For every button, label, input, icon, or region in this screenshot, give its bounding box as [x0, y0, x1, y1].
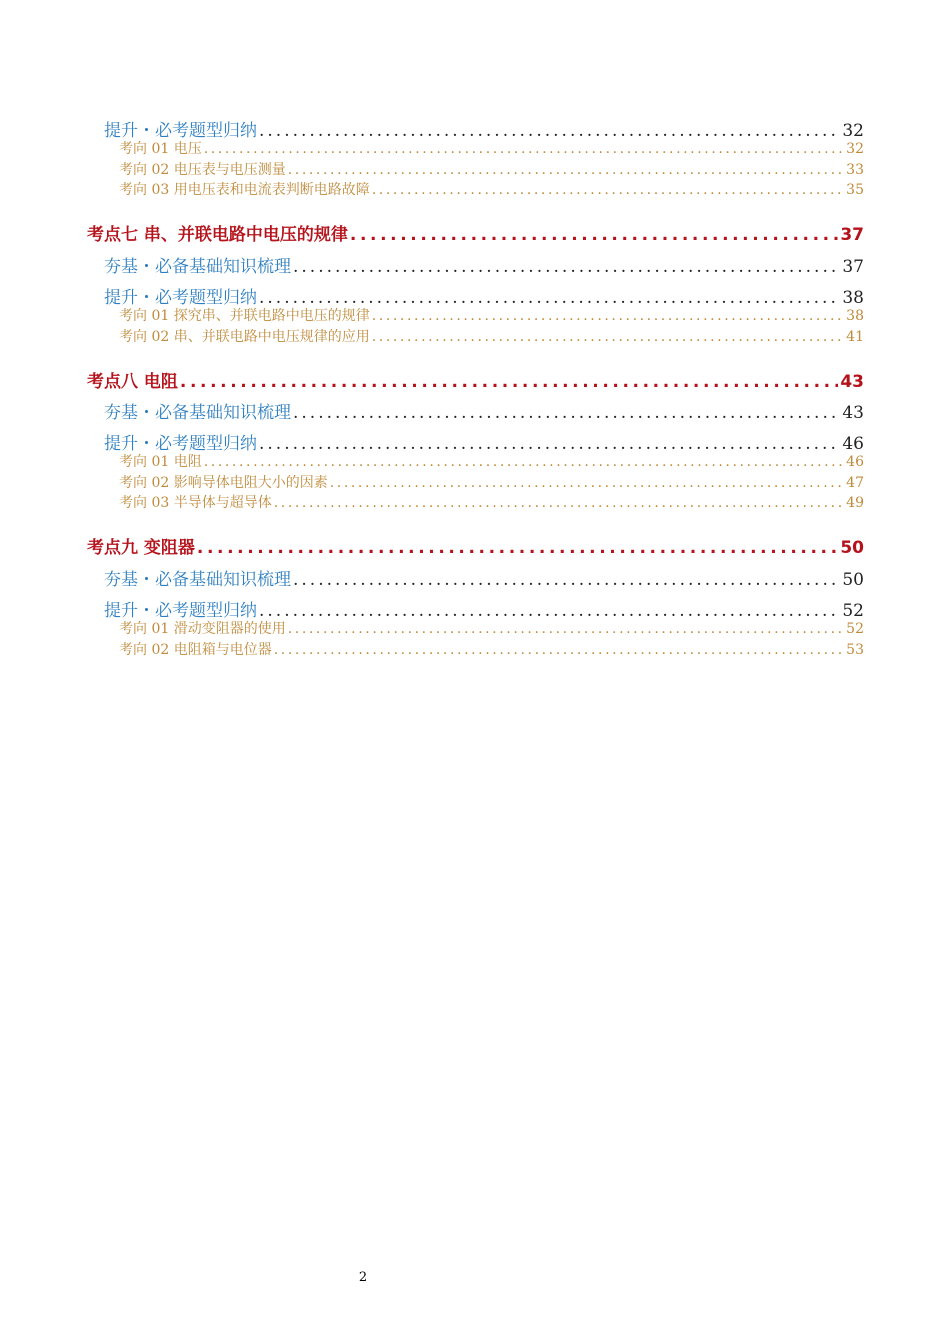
- toc-dot-leader: [330, 475, 844, 491]
- toc-page-number: 43: [840, 372, 864, 392]
- toc-dot-leader: [372, 182, 844, 198]
- toc-entry-label: 考向 02 串、并联电路中电压规律的应用: [119, 329, 370, 345]
- toc-dot-leader: [288, 162, 844, 178]
- toc-dot-leader: [350, 225, 838, 245]
- page-footer: [0, 1270, 950, 1285]
- toc-dot-leader: [274, 642, 844, 658]
- toc-dot-leader: [274, 495, 844, 511]
- toc-entry-label: 考向 02 影响导体电阻大小的因素: [119, 475, 328, 491]
- toc-page-number: 41: [846, 329, 864, 345]
- toc-entry-label: 提升・必考题型归纳: [104, 121, 257, 141]
- toc-chapter-entry[interactable]: [87, 533, 864, 558]
- toc-page-number: 52: [846, 621, 864, 637]
- toc-entry-label: 考向 02 电压表与电压测量: [119, 162, 286, 178]
- toc-page-number: 37: [840, 225, 864, 245]
- toc-chapter-entry[interactable]: [87, 367, 864, 392]
- toc-dot-leader: [180, 372, 838, 392]
- toc-chapter-entry[interactable]: [87, 220, 864, 245]
- toc-entry-label: 提升・必考题型归纳: [104, 434, 257, 454]
- toc-entry-label: 考点八 电阻: [87, 372, 178, 392]
- toc-dot-leader: [288, 621, 844, 637]
- toc-page-number: 33: [846, 162, 864, 178]
- toc-entry-label: 考点七 串、并联电路中电压的规律: [87, 225, 348, 245]
- toc-entry-label: 考点九 变阻器: [87, 538, 195, 558]
- toc-section-entry[interactable]: [104, 252, 864, 277]
- toc-page-number: 38: [846, 308, 864, 324]
- toc-section-entry[interactable]: [104, 398, 864, 423]
- toc-section-entry[interactable]: [104, 565, 864, 590]
- toc-page-number: 38: [842, 288, 864, 308]
- toc-subsection-entry[interactable]: [119, 639, 864, 659]
- toc-entry-label: 夯基・必备基础知识梳理: [104, 257, 291, 277]
- toc-entry-label: 夯基・必备基础知识梳理: [104, 570, 291, 590]
- toc-entry-label: 考向 02 电阻箱与电位器: [119, 642, 272, 658]
- toc-subsection-entry[interactable]: [119, 326, 864, 346]
- toc-dot-leader: [293, 257, 840, 277]
- toc-page-number: 53: [846, 642, 864, 658]
- toc-subsection-entry[interactable]: [119, 618, 864, 638]
- toc-subsection-entry[interactable]: [119, 159, 864, 179]
- toc-page-number: 47: [846, 475, 864, 491]
- toc-entry-label: 提升・必考题型归纳: [104, 601, 257, 621]
- toc-subsection-entry[interactable]: [119, 451, 864, 471]
- toc-entry-label: 夯基・必备基础知识梳理: [104, 403, 291, 423]
- toc-subsection-entry[interactable]: [119, 305, 864, 325]
- toc-dot-leader: [293, 403, 840, 423]
- toc-subsection-entry[interactable]: [119, 179, 864, 199]
- toc-dot-leader: [293, 570, 840, 590]
- toc-page-number: 32: [846, 141, 864, 157]
- toc-entry-label: 提升・必考题型归纳: [104, 288, 257, 308]
- toc-page-number: 46: [846, 454, 864, 470]
- toc-subsection-entry[interactable]: [119, 138, 864, 158]
- toc-entry-label: 考向 03 半导体与超导体: [119, 495, 272, 511]
- toc-page-number: 49: [846, 495, 864, 511]
- toc-dot-leader: [372, 308, 844, 324]
- toc-entry-label: 考向 01 电阻: [119, 454, 202, 470]
- toc-dot-leader: [372, 329, 844, 345]
- toc-subsection-entry[interactable]: [119, 492, 864, 512]
- toc-entry-label: 考向 01 探究串、并联电路中电压的规律: [119, 308, 370, 324]
- toc-page-number: 35: [846, 182, 864, 198]
- toc-page-number: 46: [842, 434, 864, 454]
- toc-page-number: 50: [842, 570, 864, 590]
- toc-page-number: 37: [842, 257, 864, 277]
- toc-subsection-entry[interactable]: [119, 472, 864, 492]
- toc-page-number: 32: [842, 121, 864, 141]
- page-number: 2: [358, 1270, 368, 1285]
- toc-entry-label: 考向 03 用电压表和电流表判断电路故障: [119, 182, 370, 198]
- toc-dot-leader: [204, 454, 844, 470]
- toc-dot-leader: [197, 538, 838, 558]
- toc-page-number: 50: [840, 538, 864, 558]
- toc-entry-label: 考向 01 电压: [119, 141, 202, 157]
- toc-entry-label: 考向 01 滑动变阻器的使用: [119, 621, 286, 637]
- toc-page-number: 43: [842, 403, 864, 423]
- toc-page-number: 52: [842, 601, 864, 621]
- toc-dot-leader: [204, 141, 844, 157]
